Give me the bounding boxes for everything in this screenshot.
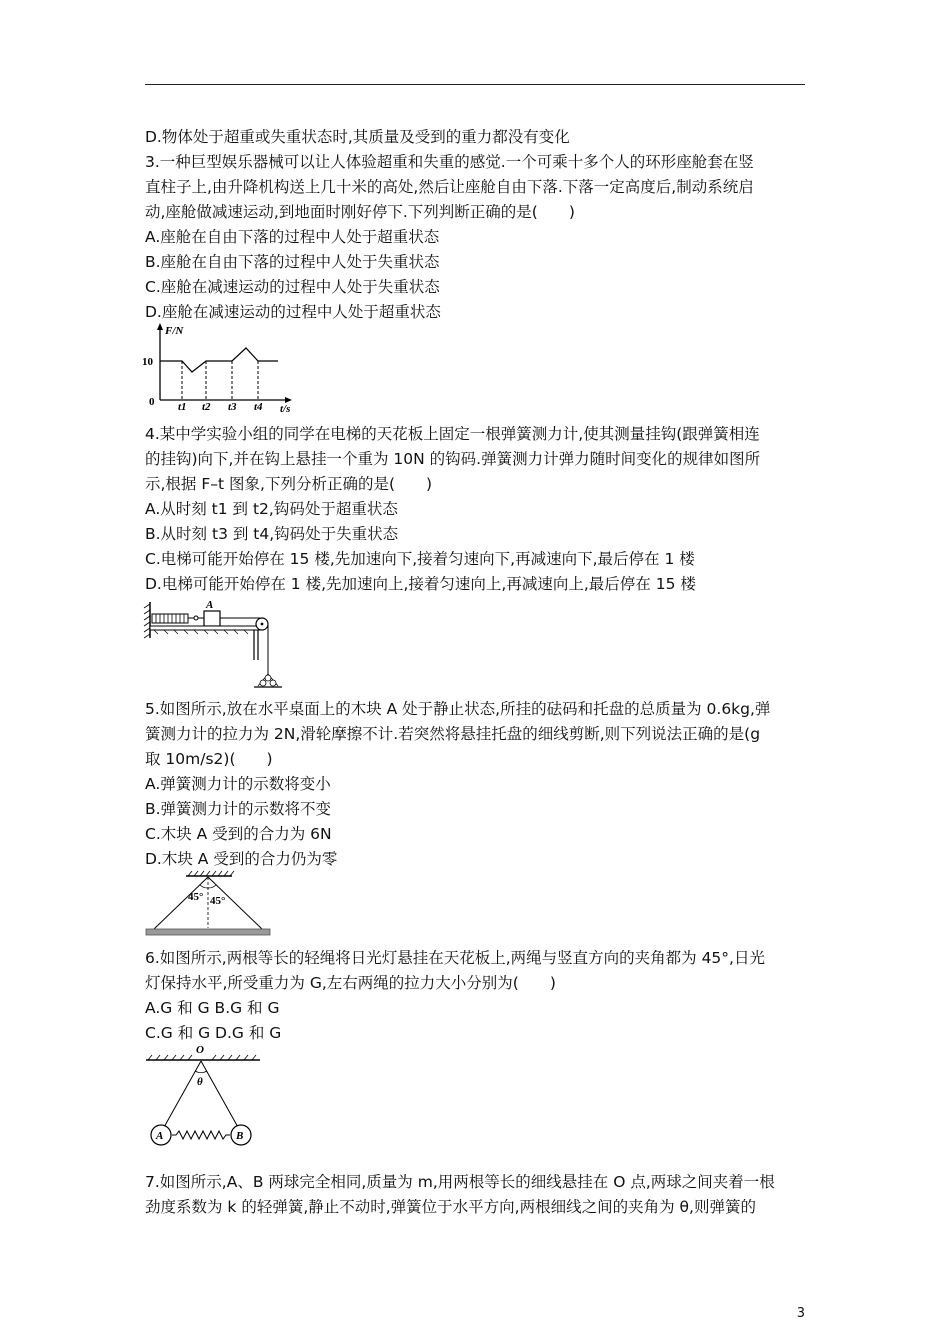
q3-option-b: B.座舱在自由下落的过程中人处于失重状态 — [145, 253, 440, 271]
y-axis-label: F/N — [165, 325, 184, 337]
block-a-label: A — [206, 599, 214, 611]
angle-theta-label: θ — [197, 1076, 203, 1088]
q5-option-c: C.木块 A 受到的合力为 6N — [145, 825, 332, 843]
q3-stem-line2: 直柱子上,由升降机构送上几十米的高处,然后让座舱自由下落.下落一定高度后,制动系统启 — [145, 178, 754, 196]
q3-stem-line1: 3.一种巨型娱乐器械可以让人体验超重和失重的感觉.一个可乘十多个人的环形座舱套在竖 — [145, 153, 754, 171]
q7-stem-line2: 劲度系数为 k 的轻弹簧,静止不动时,弹簧位于水平方向,两根细线之间的夹角为 θ,则弹簧的 — [145, 1198, 756, 1216]
q5-stem-line3: 取 10m/s2)( ) — [145, 750, 273, 768]
q4-option-d: D.电梯可能开始停在 1 楼,先加速向上,接着匀速向上,再减速向上,最后停在 15 楼 — [145, 575, 696, 593]
q2-option-d: D.物体处于超重或失重状态时,其质量及受到的重力都没有变化 — [145, 128, 570, 146]
q5-option-d: D.木块 A 受到的合力仍为零 — [145, 850, 338, 868]
q5-option-b: B.弹簧测力计的示数将不变 — [145, 800, 332, 818]
x-tick-t1: t1 — [178, 401, 187, 413]
q4-stem-line3: 示,根据 F–t 图象,下列分析正确的是( ) — [145, 475, 433, 493]
q3-option-a: A.座舱在自由下落的过程中人处于超重状态 — [145, 228, 440, 246]
x-tick-t4: t4 — [254, 401, 263, 413]
x-tick-t3: t3 — [228, 401, 237, 413]
angle-left-label: 45° — [188, 891, 204, 903]
q6-stem-line1: 6.如图所示,两根等长的轻绳将日光灯悬挂在天花板上,两绳与竖直方向的夹角都为 45°,日光 — [145, 949, 765, 967]
ball-b-label: B — [236, 1130, 244, 1142]
q4-option-b: B.从时刻 t3 到 t4,钩码处于失重状态 — [145, 525, 399, 543]
angle-right-label: 45° — [210, 895, 226, 907]
q7-stem-line1: 7.如图所示,A、B 两球完全相同,质量为 m,用两根等长的细线悬挂在 O 点,两球之间夹着一根 — [145, 1173, 775, 1191]
q4-force-time-graph — [140, 320, 310, 416]
point-o-label: O — [196, 1044, 204, 1056]
q7-balls-spring-figure — [142, 1040, 270, 1152]
q6-options-row2: C.G 和 G D.G 和 G — [145, 1024, 282, 1042]
y-tick-10: 10 — [142, 356, 153, 368]
q5-pulley-setup-figure — [142, 596, 287, 696]
q4-option-a: A.从时刻 t1 到 t2,钩码处于超重状态 — [145, 500, 398, 518]
q3-option-d: D.座舱在减速运动的过程中人处于超重状态 — [145, 303, 441, 321]
q3-stem-line3: 动,座舱做减速运动,到地面时刚好停下.下列判断正确的是( ) — [145, 203, 575, 221]
q5-option-a: A.弹簧测力计的示数将变小 — [145, 775, 331, 793]
q6-stem-line2: 灯保持水平,所受重力为 G,左右两绳的拉力大小分别为( ) — [145, 974, 556, 992]
q4-stem-line2: 的挂钩)向下,并在钩上悬挂一个重为 10N 的钩码.弹簧测力计弹力随时间变化的规律如图所 — [145, 450, 761, 468]
q4-option-c: C.电梯可能开始停在 15 楼,先加速向下,接着匀速向下,再减速向下,最后停在 1 楼 — [145, 550, 695, 568]
q3-option-c: C.座舱在减速运动的过程中人处于失重状态 — [145, 278, 440, 296]
q5-stem-line2: 簧测力计的拉力为 2N,滑轮摩擦不计.若突然将悬挂托盘的细线剪断,则下列说法正确的是(g — [145, 725, 761, 743]
header-rule — [145, 84, 805, 85]
q4-stem-line1: 4.某中学实验小组的同学在电梯的天花板上固定一根弹簧测力计,使其测量挂钩(跟弹簧相连 — [145, 425, 760, 443]
q6-lamp-figure — [142, 866, 274, 940]
x-axis-label: t/s — [280, 403, 291, 415]
q5-stem-line1: 5.如图所示,放在水平桌面上的木块 A 处于静止状态,所挂的砝码和托盘的总质量为 0.6kg,弹 — [145, 700, 771, 718]
q6-options-row1: A.G 和 G B.G 和 G — [145, 999, 280, 1017]
origin-label: 0 — [149, 396, 155, 408]
ball-a-label: A — [156, 1130, 164, 1142]
page-number: 3 — [796, 1306, 805, 1321]
x-tick-t2: t2 — [202, 401, 211, 413]
